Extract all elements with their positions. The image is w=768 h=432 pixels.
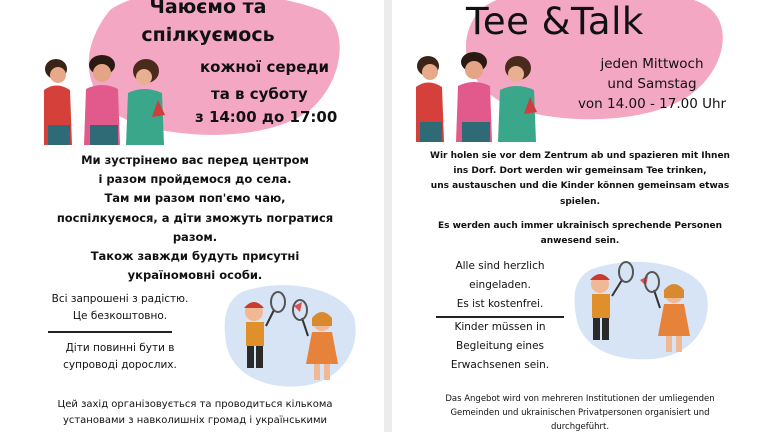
intro-line: Також завжди будуть присутні — [90, 249, 300, 264]
intro-line: Ми зустрінемо вас перед центром — [81, 153, 309, 167]
children-line: Erwachsenen sein. — [450, 359, 550, 371]
invite-line: eingeladen. — [469, 279, 531, 291]
intro-line: Там ми разом поп'ємо чаю, — [104, 191, 286, 206]
footer-line: Gemeinden und ukrainischen Privatpersonen organisiert und — [450, 408, 710, 418]
children-line: Begleitung eines — [455, 340, 544, 352]
invite-line: Es ist kostenfrei. — [456, 298, 544, 310]
schedule-line: und Samstag — [607, 76, 697, 92]
invite-block — [40, 291, 200, 325]
kids-badminton-illustration — [572, 258, 712, 362]
schedule-block — [552, 54, 752, 114]
children-block — [420, 318, 580, 375]
invite-block — [420, 257, 580, 314]
kids-badminton-illustration — [222, 282, 360, 390]
children-line: супроводі дорослих. — [63, 359, 177, 371]
intro-paragraph — [30, 151, 360, 285]
schedule-line-3: з 14:00 до 17:00 — [195, 108, 338, 126]
footer-line: Цей захід організовується та проводиться кількома — [57, 399, 333, 410]
page-gutter — [384, 0, 392, 432]
invite-line: Всі запрошені з радістю. — [51, 293, 189, 305]
intro-line: uns austauschen und die Kinder können gemeinsam etwas — [430, 181, 730, 192]
intro-line: Wir holen sie vor dem Zentrum ab und spazieren mit Ihnen — [430, 151, 730, 161]
intro-line: україномовні особи. — [127, 268, 263, 283]
footer-line: durchgeführt. — [550, 422, 610, 432]
note-line: Es werden auch immer ukrainisch sprechende Personen — [437, 221, 723, 231]
intro-line: разом. — [172, 229, 218, 244]
footer-block — [30, 397, 360, 429]
note-line: anwesend sein. — [540, 236, 620, 247]
intro-line: ins Dorf. Dort werden wir gemeinsam Tee trinken, — [453, 166, 707, 177]
schedule-line-2: та в суботу — [211, 85, 308, 103]
title-line-2: спілкуємось — [141, 24, 275, 46]
schedule-line: jeden Mittwoch — [600, 56, 704, 72]
invite-line: Це безкоштовно. — [72, 310, 168, 322]
intro-line: поспілкуємося, а діти зможуть погратися — [56, 210, 334, 225]
intro-line: spielen. — [559, 196, 600, 207]
footer-line: Das Angebot wird von mehreren Institutionen der umliegenden — [445, 394, 715, 404]
women-talking-illustration — [412, 52, 537, 142]
divider — [48, 331, 172, 333]
schedule-line: von 14.00 - 17.00 Uhr — [577, 96, 727, 112]
children-line: Kinder müssen in — [454, 321, 546, 333]
flyer-german — [392, 0, 768, 432]
intro-line: і разом пройдемося до села. — [98, 172, 292, 187]
title: Tee &Talk — [466, 0, 644, 43]
women-talking-illustration — [40, 55, 165, 145]
schedule-line-1: кожної середи — [200, 58, 330, 76]
children-line: Діти повинні бути в — [65, 342, 175, 354]
invite-line: Alle sind herzlich — [455, 260, 545, 272]
children-block — [40, 340, 200, 374]
footer-line: установами з навколишніх громад і українськими — [62, 415, 328, 426]
intro-paragraph — [400, 149, 760, 210]
footer-block — [402, 392, 758, 432]
title-line-1: Чаюємо та — [149, 0, 267, 18]
ukrainian-speakers-note — [400, 219, 760, 249]
